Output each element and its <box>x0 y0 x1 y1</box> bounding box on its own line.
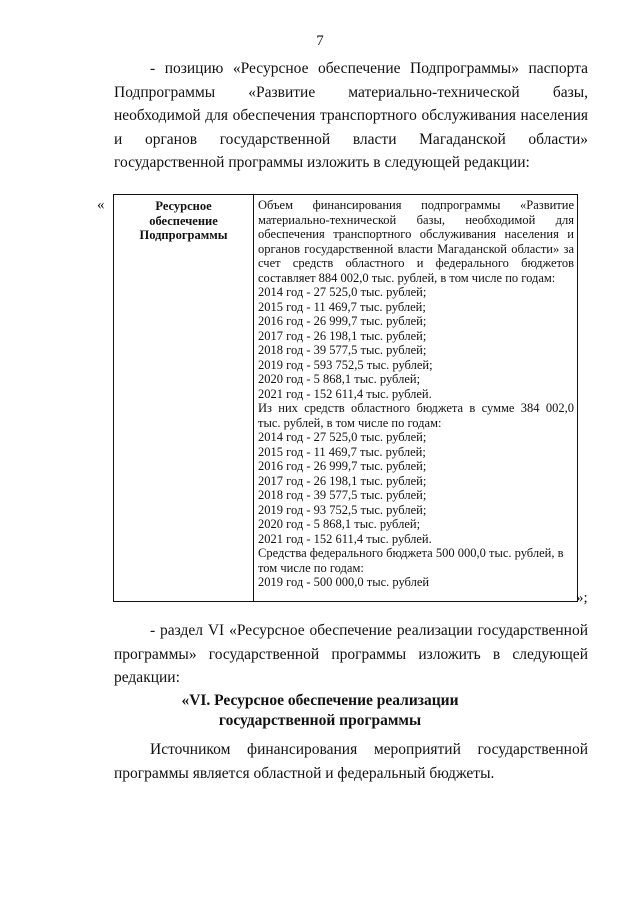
intro-paragraph: - позицию «Ресурсное обеспечение Подпрограммы» паспорта Подпрограммы «Развитие материально-технической базы, необходимой для обеспечения транспортного обслуживания населения и органов государственной власти Магаданской области» государственной программы изложить в следующей редакции: <box>114 60 588 171</box>
total-year-line: 2017 год - 26 198,1 тыс. рублей; <box>258 328 427 343</box>
section-heading-line: «VI. Ресурсное обеспечение реализации <box>181 692 459 709</box>
total-year-line: 2016 год - 26 999,7 тыс. рублей; <box>258 314 427 328</box>
table-open-quote: « <box>97 197 105 213</box>
total-year-line: 2021 год - 152 611,4 тыс. рублей. <box>258 386 432 401</box>
regional-year-line: 2021 год - 152 611,4 тыс. рублей. <box>258 531 432 546</box>
regional-year-line: 2017 год - 26 198,1 тыс. рублей; <box>258 473 427 488</box>
federal-funding-text: Средства федерального бюджета 500 000,0 тыс. рублей, в том числе по годам: <box>258 546 564 575</box>
regional-year-line: 2014 год - 27 525,0 тыс. рублей; <box>258 430 427 444</box>
total-year-line: 2014 год - 27 525,0 тыс. рублей; <box>258 285 427 299</box>
table-label-line: Подпрограммы <box>139 228 228 242</box>
regional-year-line: 2015 год - 11 469,7 тыс. рублей; <box>258 444 426 459</box>
total-year-line: 2020 год - 5 868,1 тыс. рублей; <box>258 372 421 386</box>
page-number: 7 <box>316 33 324 49</box>
resource-provision-table <box>113 194 578 602</box>
regional-year-line: 2019 год - 93 752,5 тыс. рублей; <box>258 502 427 517</box>
funding-source-paragraph: Источником финансирования мероприятий государственной программы является областной и федеральный бюджеты. <box>114 741 588 782</box>
section-heading <box>0 691 640 731</box>
table-label-line: Ресурсное <box>155 199 212 213</box>
table-close-quote: »; <box>576 590 588 606</box>
total-year-line: 2019 год - 593 752,5 тыс. рублей; <box>258 357 433 372</box>
table-label-line: обеспечение <box>149 213 218 228</box>
section-heading-line: государственной программы <box>218 712 422 729</box>
regional-year-line: 2016 год - 26 999,7 тыс. рублей; <box>258 459 427 473</box>
total-year-line: 2015 год - 11 469,7 тыс. рублей; <box>258 299 426 314</box>
total-year-line: 2018 год - 39 577,5 тыс. рублей; <box>258 343 427 357</box>
total-funding-text: Объем финансирования подпрограммы «Развитие материально-технической базы, необходимой для обеспечения транспортного обслуживания населения и органов государственной власти Магаданской области» за счет средств областного и федерального бюджетов составляет 884 002,0 тыс. рублей, в том числе по годам: <box>258 198 574 285</box>
regional-year-line: 2020 год - 5 868,1 тыс. рублей; <box>258 517 421 531</box>
federal-year-line: 2019 год - 500 000,0 тыс. рублей <box>258 575 430 589</box>
section-paragraph: - раздел VI «Ресурсное обеспечение реализации государственной программы» государственной программы изложить в следующей редакции: <box>114 622 588 686</box>
table-label-cell <box>114 195 254 601</box>
table-content-cell <box>254 195 577 601</box>
regional-year-line: 2018 год - 39 577,5 тыс. рублей; <box>258 488 427 502</box>
regional-funding-text: Из них средств областного бюджета в сумме 384 002,0 тыс. рублей, в том числе по годам: <box>258 401 574 430</box>
